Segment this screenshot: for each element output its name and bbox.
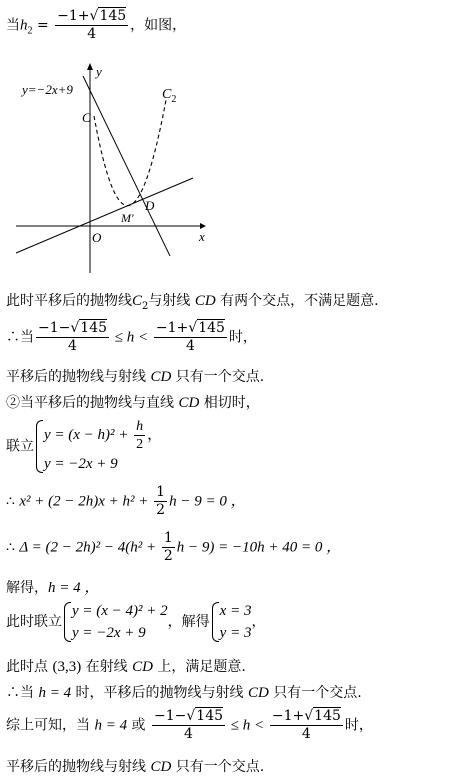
text: 时，平移后的抛物线与射线 [71,685,248,701]
c2-label: $C_2$ [162,87,177,105]
point: (3,3) [52,659,82,675]
text: 只有一个交点. [268,685,362,701]
fraction [154,484,167,519]
var-cd: CD [150,369,172,385]
text: ， [147,426,163,443]
var-cd: CD [132,659,153,675]
line-quadratic [6,484,246,519]
fraction-right: $\frac{-1+√145}{4}$ [155,320,225,354]
y-label: y [96,64,102,79]
system [62,600,168,644]
line-cd [83,76,170,256]
equals: = [32,17,54,34]
expression: h = 4 [94,717,128,734]
text: ， [251,614,266,630]
line-discriminant [6,530,341,565]
numerator: −1+ [57,8,90,24]
text: 相切时， [199,395,260,411]
text: ，如图， [130,17,187,34]
text: 在射线 [81,659,133,675]
var-cd: CD [247,685,269,701]
subscript: 2 [27,25,33,37]
text: ∴当 [6,329,34,346]
radicand: 145 [80,320,108,336]
text: 此时平移后的抛物线 [6,293,132,309]
numerator: h [136,419,144,434]
expression: h = 4 ， [48,580,100,596]
fraction-right: $\frac{-1+√145}{4}$ [271,708,341,742]
text: 当 [6,17,20,34]
radicand: 145 [99,8,127,24]
fraction [162,530,175,565]
denominator: 4 [184,726,193,742]
line-final [6,756,264,776]
expression: x² + (2 − 2h)x + h² + [19,493,153,510]
numerator: −1− [153,708,187,724]
fraction-left: $\frac{-1-√145}{4}$ [153,708,224,742]
var-cd: CD [150,759,172,775]
text: ∴ [6,493,20,510]
line-range [6,320,257,355]
denominator: 2 [136,437,144,452]
radicand: 145 [196,708,224,724]
denominator: 4 [87,26,97,42]
system-row: y = (x − 4)² + 2 [72,603,168,619]
relation: ≤ h < [227,717,268,734]
denominator: 4 [185,338,195,354]
text: 此时点 [6,659,53,675]
line-system-2 [6,600,265,644]
denominator: 2 [156,502,166,518]
o-label: O [92,230,102,245]
system-row: y = −2x + 9 [72,625,146,641]
x-label: x [199,229,205,244]
text: 或 [127,717,150,734]
text: 只有一个交点. [171,369,265,385]
line-solve-h [6,576,99,597]
numerator: 1 [163,530,173,546]
m-label: M′ [121,211,134,225]
parabola-c2 [94,100,166,206]
line-h4-conclusion [6,682,362,702]
fraction: $\frac{-1+√145}{4}$ [57,8,127,42]
text: 综上可知，当 [6,717,95,734]
line-point-on-ray [6,656,246,676]
denominator: 2 [163,548,173,564]
radicand: 145 [314,708,341,724]
text: 联立 [6,438,34,455]
c-label: C [82,110,91,125]
system-row: y = −2x + 9 [44,456,118,472]
text: 时， [228,329,257,346]
line-h2-value [6,8,186,43]
text: ∴当 [6,685,39,701]
var-cd: CD [178,395,200,411]
text: 只有一个交点. [171,759,265,775]
line-one-intersection [6,366,264,386]
denominator: 4 [301,726,311,742]
text: 此时联立 [6,614,62,630]
text: ，解得 [167,614,210,630]
text: 解得， [6,580,48,596]
text: ②当平移后的抛物线与直线 [6,395,179,411]
line-two-intersections [6,290,379,312]
var-c: C [132,293,143,309]
expression: h − 9) = −10h + 40 = 0 ， [176,539,342,556]
radicand: 145 [198,320,225,336]
line-om [16,178,193,253]
graph-figure [8,58,218,276]
fraction-left: $\frac{-1-√145}{4}$ [38,320,108,354]
system-row: y = 3 [219,625,252,641]
text: 平移后的抛物线与射线 [6,759,151,775]
system [34,418,162,475]
var-h: h [20,17,28,34]
text: ∴ [6,539,20,556]
line-system-1 [6,418,162,475]
numerator: −1− [38,320,71,336]
numerator: 1 [156,484,166,500]
equation: y = (x − h)² + [44,426,133,443]
var-cd: CD [194,293,216,309]
expression: h − 9 = 0 ， [169,493,246,510]
text: 上，满足题意. [152,659,246,675]
expression: Δ = (2 − 2h)² − 4(h² + [19,539,160,556]
numerator: −1+ [155,320,189,336]
solution-system [210,600,252,644]
numerator: −1+ [271,708,305,724]
text: 有两个交点，不满足题意. [215,293,379,309]
relation: ≤ h < [111,329,152,346]
system-row [44,418,162,453]
expression: h = 4 [38,685,72,701]
subscript: 2 [142,300,149,312]
denominator: 4 [68,338,77,354]
fraction [134,418,145,453]
text: 平移后的抛物线与射线 [6,369,151,385]
text: 时， [344,717,373,734]
line-label: y=−2x+9 [22,82,73,97]
d-label: D [145,198,155,213]
y-axis-arrow [87,63,93,70]
line-tangent-case [6,392,260,412]
system-row: x = 3 [219,603,252,619]
line-summary [6,708,373,743]
text: 与射线 [148,293,195,309]
